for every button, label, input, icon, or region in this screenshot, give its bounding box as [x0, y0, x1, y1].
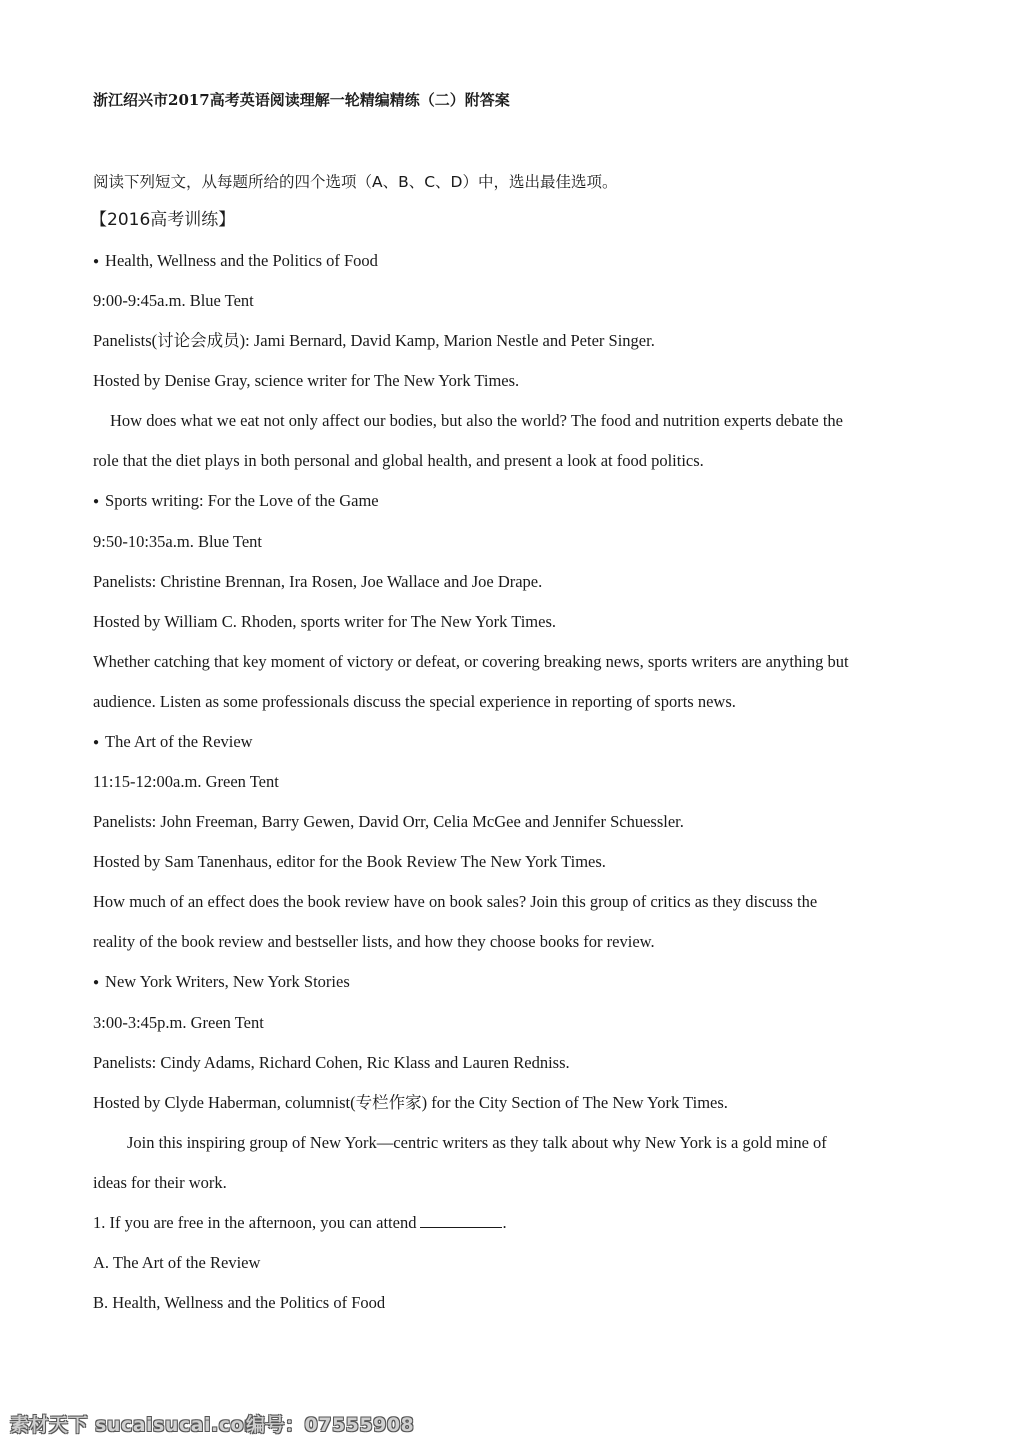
event-panelists: Panelists: Christine Brennan, Ira Rosen, Joe Wallace and Joe Drape.: [93, 572, 543, 591]
event-title: ● The Art of the Review: [93, 732, 253, 755]
event-host: Hosted by Denise Gray, science writer for The New York Times.: [93, 371, 520, 390]
event-title: ● New York Writers, New York Stories: [93, 972, 350, 995]
watermark-footer: [0, 1400, 1024, 1442]
event-panelists: Panelists: Cindy Adams, Richard Cohen, Ric Klass and Lauren Redniss.: [93, 1053, 570, 1072]
question-end-mark: .: [502, 1213, 507, 1232]
event-description-line: ideas for their work.: [93, 1173, 227, 1192]
event-description-line: Join this inspiring group of New York—centric writers as they talk about why New York is a gold mine of: [127, 1133, 827, 1152]
event-title: ● Sports writing: For the Love of the Game: [93, 491, 379, 514]
event-description-line: How does what we eat not only affect our bodies, but also the world? The food and nutrition experts debate the: [110, 411, 843, 430]
answer-blank: [420, 1213, 502, 1228]
question-stem: [93, 1213, 507, 1233]
section-label: 【2016高考训练】: [90, 210, 236, 230]
answer-option: A. The Art of the Review: [93, 1253, 261, 1272]
event-time: 9:00-9:45a.m. Blue Tent: [93, 291, 254, 310]
event-description-line: role that the diet plays in both personal and global health, and present a look at food politics.: [93, 451, 704, 470]
event-panelists: Panelists: John Freeman, Barry Gewen, David Orr, Celia McGee and Jennifer Schuessler.: [93, 812, 684, 831]
event-panelists: Panelists(讨论会成员): Jami Bernard, David Kamp, Marion Nestle and Peter Singer.: [93, 331, 655, 350]
watermark-site: 素材天下 sucaisucai.com: [10, 1414, 265, 1436]
event-time: 11:15-12:00a.m. Green Tent: [93, 772, 279, 791]
event-host: Hosted by Clyde Haberman, columnist(专栏作家) for the City Section of The New York Times.: [93, 1093, 728, 1112]
event-host: Hosted by Sam Tanenhaus, editor for the Book Review The New York Times.: [93, 852, 606, 871]
event-time: 3:00-3:45p.m. Green Tent: [93, 1013, 264, 1032]
instruction-text: 阅读下列短文，从每题所给的四个选项（A、B、C、D）中，选出最佳选项。: [93, 173, 618, 191]
event-description-line: audience. Listen as some professionals discuss the special experience in reporting of sports news.: [93, 692, 736, 711]
event-title: ● Health, Wellness and the Politics of Food: [93, 251, 378, 274]
watermark-id: 编号：07555908: [246, 1414, 415, 1436]
event-description-line: Whether catching that key moment of victory or defeat, or covering breaking news, sports writers are anything but: [93, 652, 849, 671]
question-text: 1. If you are free in the afternoon, you can attend: [93, 1213, 417, 1232]
event-description-line: How much of an effect does the book review have on book sales? Join this group of critics as they discuss the: [93, 892, 818, 911]
event-time: 9:50-10:35a.m. Blue Tent: [93, 532, 263, 551]
event-host: Hosted by William C. Rhoden, sports writer for The New York Times.: [93, 612, 557, 631]
document-title: 浙江绍兴市2017高考英语阅读理解一轮精编精练（二）附答案: [93, 91, 510, 109]
event-description-line: reality of the book review and bestseller lists, and how they choose books for review.: [93, 932, 655, 951]
answer-option: B. Health, Wellness and the Politics of Food: [93, 1293, 386, 1312]
